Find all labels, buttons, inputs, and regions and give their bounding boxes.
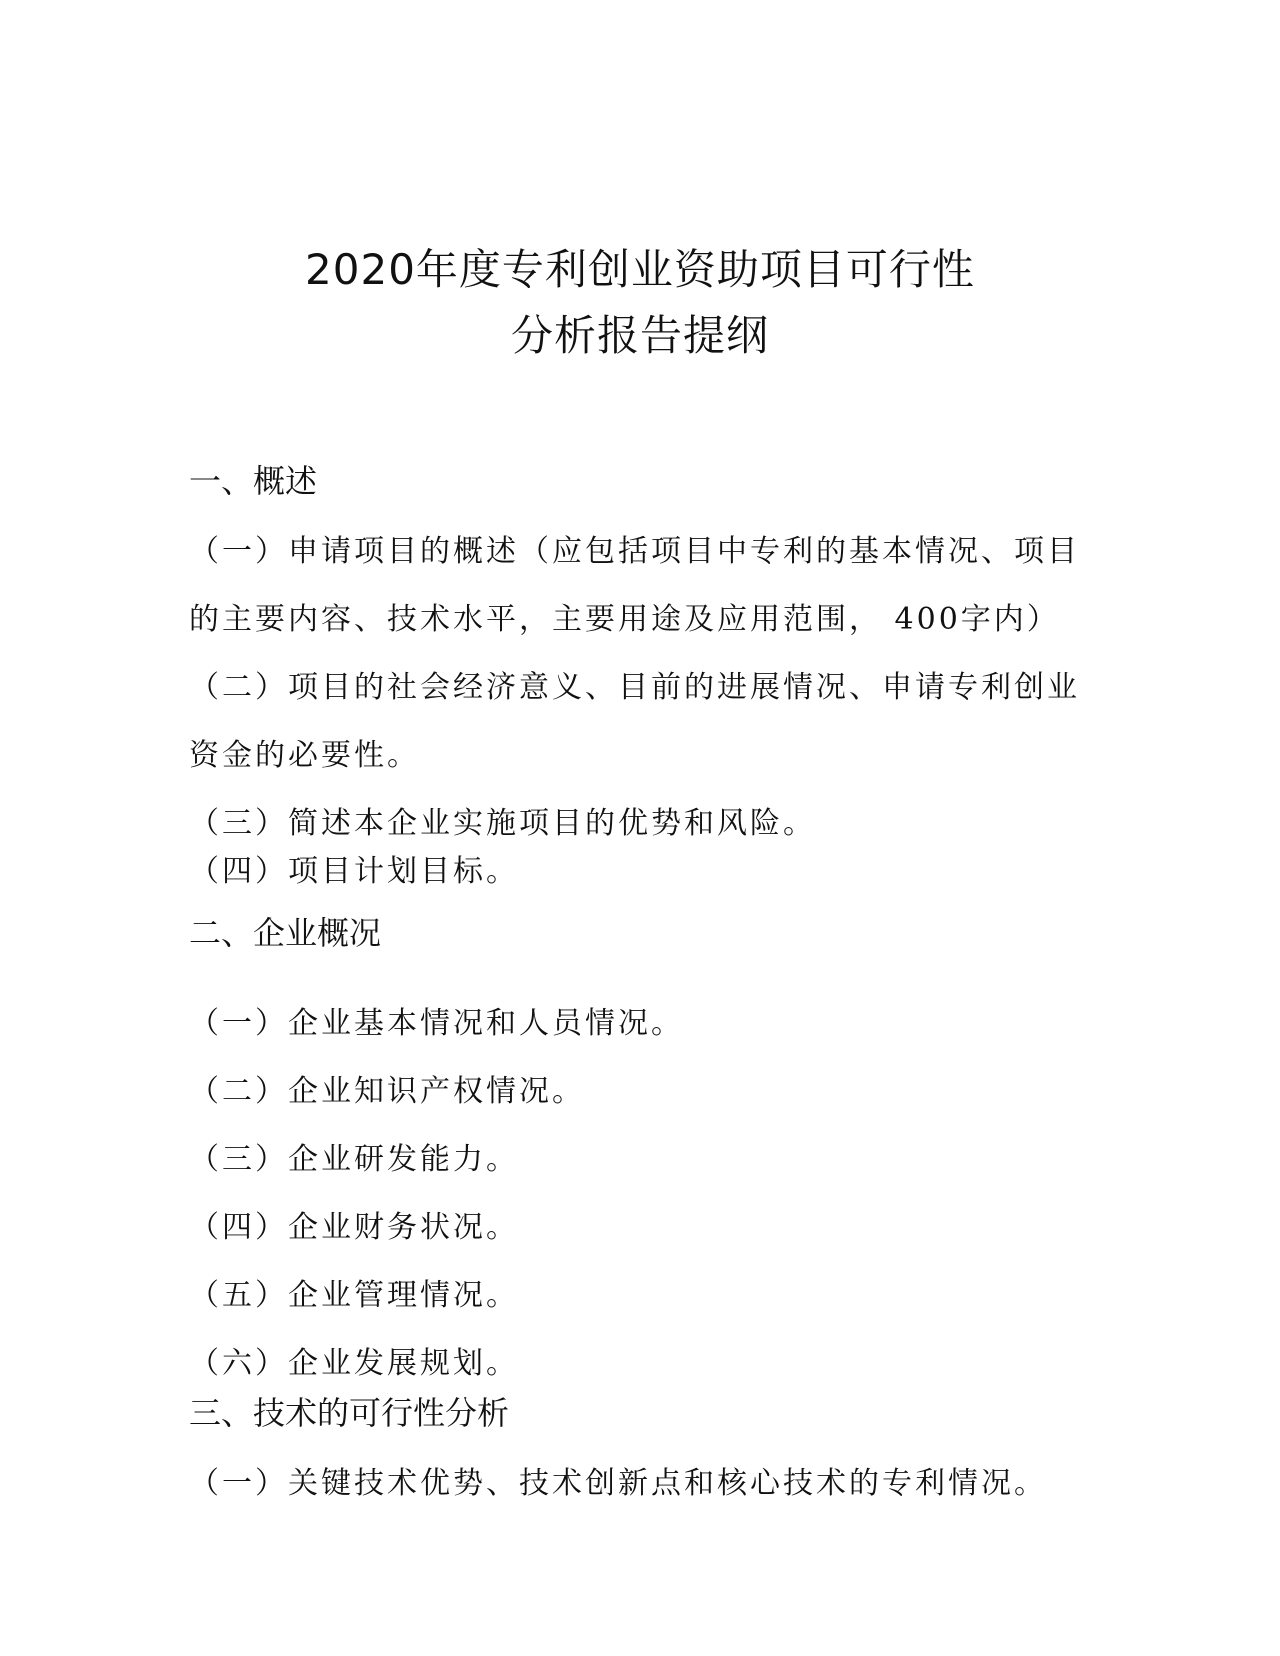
- company-item-1: （一）企业基本情况和人员情况。: [189, 1006, 684, 1041]
- company-item-2: （二）企业知识产权情况。: [189, 1074, 585, 1109]
- company-item-3: （三）企业研发能力。: [189, 1142, 519, 1177]
- company-item-4: （四）企业财务状况。: [189, 1210, 519, 1245]
- technical-item-1: （一）关键技术优势、技术创新点和核心技术的专利情况。: [189, 1466, 1047, 1501]
- overview-item-4: （四）项目计划目标。: [189, 854, 519, 889]
- section-heading-overview: 一、概述: [189, 462, 318, 500]
- overview-item-2-line-2: 资金的必要性。: [189, 738, 420, 773]
- section-heading-technical-feasibility: 三、技术的可行性分析: [189, 1394, 510, 1432]
- overview-item-1-line-1: （一）申请项目的概述（应包括项目中专利的基本情况、项目: [189, 534, 1080, 569]
- company-item-6: （六）企业发展规划。: [189, 1346, 519, 1381]
- section-heading-company-overview: 二、企业概况: [189, 914, 382, 952]
- overview-item-2-line-1: （二）项目的社会经济意义、目前的进展情况、申请专利创业: [189, 670, 1080, 705]
- document-title-line-1: 2020年度专利创业资助项目可行性: [305, 245, 975, 294]
- overview-item-1-line-2: 的主要内容、技术水平，主要用途及应用范围， 400字内）: [189, 602, 1060, 637]
- company-item-5: （五）企业管理情况。: [189, 1278, 519, 1313]
- overview-item-3: （三）简述本企业实施项目的优势和风险。: [189, 806, 816, 841]
- document-title-line-2: 分析报告提纲: [510, 311, 769, 360]
